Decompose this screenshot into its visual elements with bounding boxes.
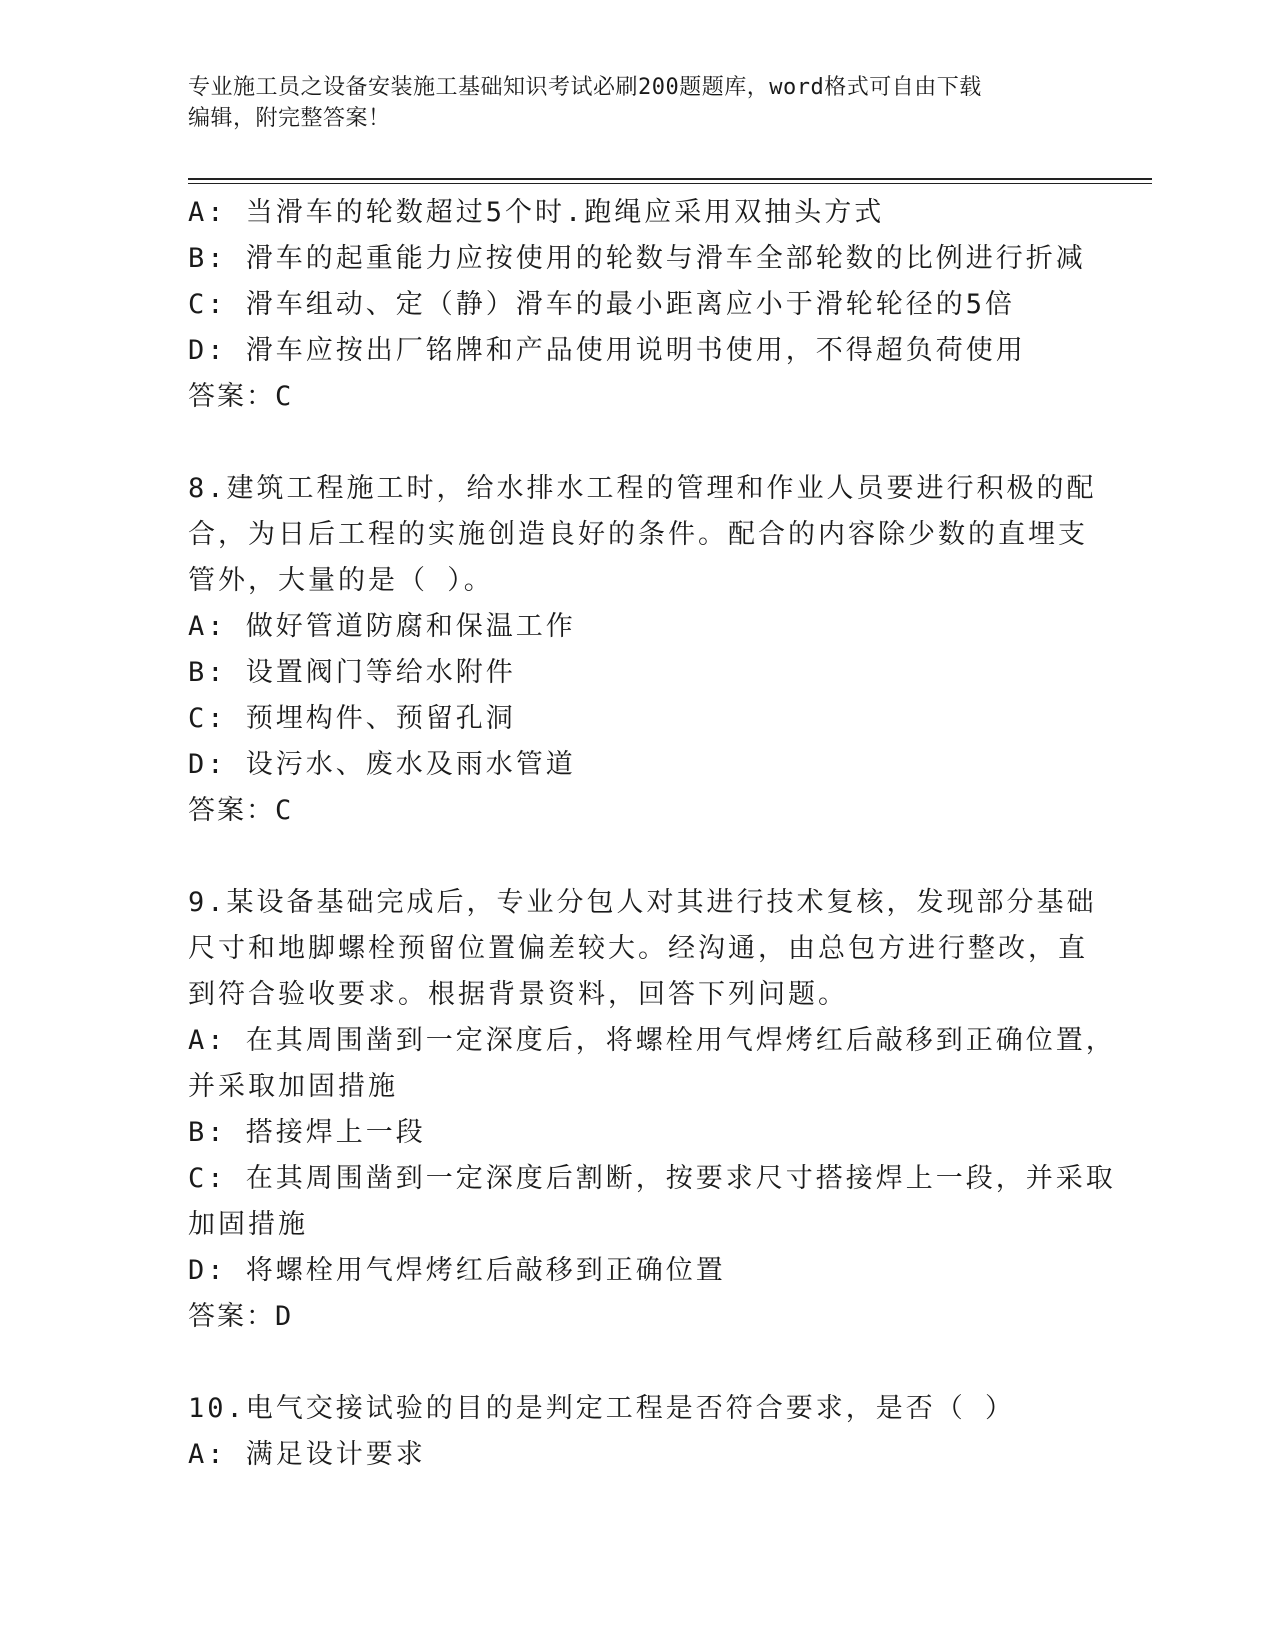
option-c: C: 滑车组动、定（静）滑车的最小距离应小于滑轮轮径的5倍 [188, 289, 1016, 320]
answer: 答案：C [188, 381, 294, 412]
spacer [188, 1340, 1088, 1386]
question-8 [188, 466, 1097, 834]
option-a-continued: 并采取加固措施 [188, 1071, 398, 1102]
document-header [188, 72, 1088, 134]
question-10 [188, 1386, 1088, 1478]
question-stem: 尺寸和地脚螺栓预留位置偏差较大。经沟通，由总包方进行整改，直 [188, 933, 1088, 964]
header-divider-thick [188, 178, 1152, 180]
header-line-2: 编辑，附完整答案！ [188, 106, 391, 131]
header-line-1: 专业施工员之设备安装施工基础知识考试必刷200题题库，word格式可自由下载 [188, 75, 982, 100]
question-stem: 9.某设备基础完成后，专业分包人对其进行技术复核，发现部分基础 [188, 887, 1097, 918]
question-stem: 合，为日后工程的实施创造良好的条件。配合的内容除少数的直埋支 [188, 519, 1088, 550]
option-c: C: 在其周围凿到一定深度后割断，按要求尺寸搭接焊上一段，并采取 [188, 1163, 1116, 1194]
option-b: B: 滑车的起重能力应按使用的轮数与滑车全部轮数的比例进行折减 [188, 243, 1086, 274]
spacer [188, 834, 1088, 880]
question-content [188, 190, 1116, 1478]
option-d: D: 设污水、废水及雨水管道 [188, 749, 576, 780]
option-a: A: 满足设计要求 [188, 1439, 426, 1470]
option-b: B: 搭接焊上一段 [188, 1117, 426, 1148]
question-stem: 8.建筑工程施工时，给水排水工程的管理和作业人员要进行积极的配 [188, 473, 1097, 504]
option-c-continued: 加固措施 [188, 1209, 308, 1240]
answer: 答案：C [188, 795, 294, 826]
question-9 [188, 880, 1116, 1340]
question-stem: 到符合验收要求。根据背景资料，回答下列问题。 [188, 979, 848, 1010]
question-stem: 10.电气交接试验的目的是判定工程是否符合要求，是否（ ） [188, 1393, 1016, 1424]
spacer [188, 420, 1088, 466]
option-b: B: 设置阀门等给水附件 [188, 657, 516, 688]
answer: 答案：D [188, 1301, 294, 1332]
question-stem: 管外，大量的是（ ）。 [188, 565, 494, 596]
option-a: A: 在其周围凿到一定深度后，将螺栓用气焊烤红后敲移到正确位置， [188, 1025, 1116, 1056]
option-a: A: 做好管道防腐和保温工作 [188, 611, 576, 642]
header-divider-thin [188, 183, 1152, 184]
option-d: D: 滑车应按出厂铭牌和产品使用说明书使用，不得超负荷使用 [188, 335, 1026, 366]
option-d: D: 将螺栓用气焊烤红后敲移到正确位置 [188, 1255, 726, 1286]
option-a: A: 当滑车的轮数超过5个时.跑绳应采用双抽头方式 [188, 197, 885, 228]
question-7 [188, 190, 1088, 420]
option-c: C: 预埋构件、预留孔洞 [188, 703, 516, 734]
